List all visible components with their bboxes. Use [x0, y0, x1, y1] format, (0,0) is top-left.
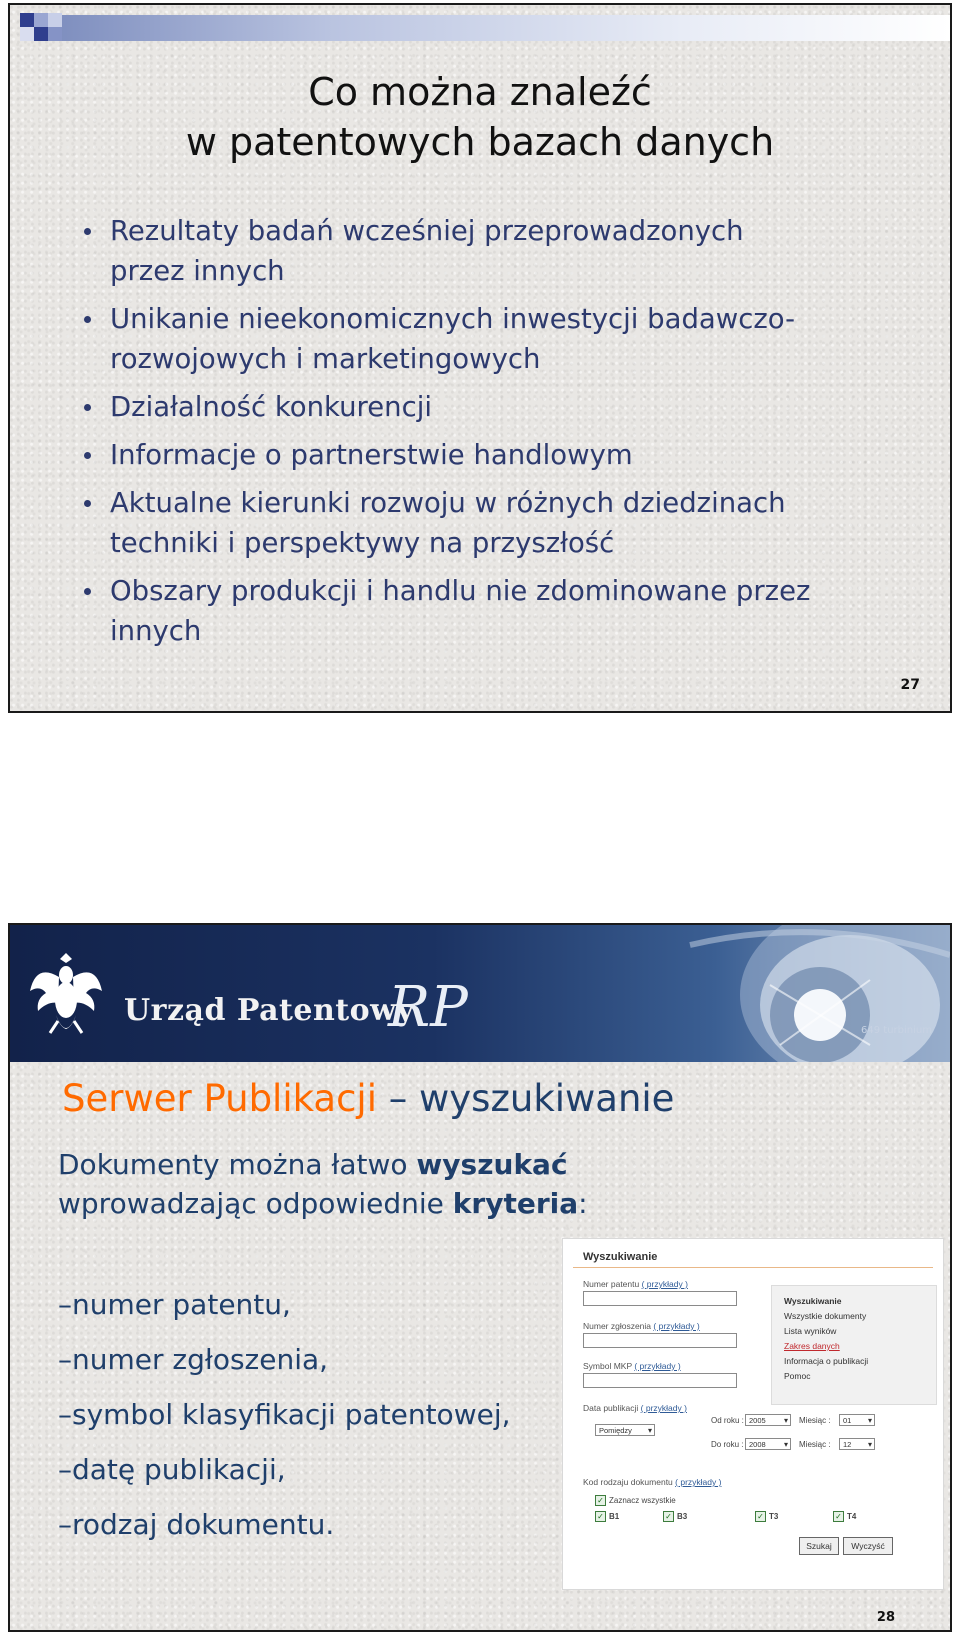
to-month-label: Miesiąc :	[799, 1440, 831, 1449]
bullet-item: Rezultaty badań wcześniej przeprowadzonych przez innych	[72, 211, 932, 291]
bullet-item: Działalność konkurencji	[72, 387, 932, 427]
title-line-2: w patentowych bazach danych	[185, 120, 775, 164]
to-year-select[interactable]: 2008 ▾	[745, 1438, 791, 1450]
criteria-item: –numer patentu,	[58, 1288, 291, 1321]
bullet-dot-icon	[84, 228, 91, 235]
menu-title: Wyszukiwanie	[784, 1296, 842, 1306]
from-month-select[interactable]: 01 ▾	[839, 1414, 875, 1426]
t4-label: T4	[847, 1512, 857, 1521]
t3-checkbox[interactable]: ✓	[755, 1511, 766, 1522]
criteria-item: –rodzaj dokumentu.	[58, 1508, 335, 1541]
bullet-list	[72, 211, 932, 659]
b1-checkbox[interactable]: ✓	[595, 1511, 606, 1522]
header-gradient	[60, 15, 950, 41]
decor-square	[34, 27, 48, 41]
bullet-dot-icon	[84, 452, 91, 459]
from-year-label: Od roku :	[711, 1416, 744, 1425]
bullet-dot-icon	[84, 588, 91, 595]
decor-square	[48, 27, 62, 41]
slide-title	[10, 67, 950, 167]
to-month-select[interactable]: 12 ▾	[839, 1438, 875, 1450]
bullet-item: Informacje o partnerstwie handlowym	[72, 435, 932, 475]
select-all-checkbox[interactable]: ✓	[595, 1495, 606, 1506]
examples-link[interactable]: ( przykłady )	[640, 1403, 687, 1413]
criteria-item: –numer zgłoszenia,	[58, 1343, 329, 1376]
search-button[interactable]: Szukaj	[799, 1537, 839, 1555]
b3-checkbox[interactable]: ✓	[663, 1511, 674, 1522]
examples-link[interactable]: ( przykłady )	[634, 1361, 681, 1371]
slide-header-bar	[10, 5, 950, 49]
turbine-image	[570, 925, 950, 1062]
criteria-item: –datę publikacji,	[58, 1453, 286, 1486]
patent-number-input[interactable]	[583, 1291, 737, 1306]
examples-link[interactable]: ( przykłady )	[653, 1321, 700, 1331]
title-line-1: Co można znaleźć	[308, 70, 652, 114]
bullet-item: Unikanie nieekonomicznych inwestycji badawczo- rozwojowych i marketingowych	[72, 299, 932, 379]
page-number: 28	[876, 1610, 895, 1625]
menu-item[interactable]: Wszystkie dokumenty	[784, 1311, 867, 1321]
slide-title	[62, 1075, 674, 1123]
from-month-label: Miesiąc :	[799, 1416, 831, 1425]
patent-number-label: Numer patentu ( przykłady )	[583, 1279, 688, 1289]
decor-square	[48, 13, 62, 27]
mkp-symbol-label: Symbol MKP ( przykłady )	[583, 1361, 681, 1371]
criteria-item: –symbol klasyfikacji patentowej,	[58, 1398, 511, 1431]
date-label: Data publikacji ( przykłady )	[583, 1403, 687, 1413]
b1-label: B1	[609, 1512, 620, 1521]
search-form-screenshot	[562, 1238, 944, 1590]
eagle-emblem-icon	[26, 945, 106, 1045]
menu-item[interactable]: Informacja o publikacji	[784, 1356, 869, 1366]
bullet-item: Obszary produkcji i handlu nie zdominowane przez innych	[72, 571, 932, 651]
date-range-select[interactable]: Pomiędzy ▾	[595, 1424, 655, 1436]
decor-square	[20, 27, 34, 41]
form-heading: Wyszukiwanie	[583, 1251, 658, 1263]
decor-square	[34, 13, 48, 27]
menu-item[interactable]: Pomoc	[784, 1371, 811, 1381]
application-number-label: Numer zgłoszenia ( przykłady )	[583, 1321, 700, 1331]
bullet-dot-icon	[84, 500, 91, 507]
to-year-label: Do roku :	[711, 1440, 744, 1449]
title-highlight: Serwer Publikacji	[62, 1077, 377, 1120]
t4-checkbox[interactable]: ✓	[833, 1511, 844, 1522]
bullet-dot-icon	[84, 404, 91, 411]
examples-link[interactable]: ( przykłady )	[675, 1477, 722, 1487]
banner-caption: 649 turbinium	[861, 1025, 932, 1036]
criteria-list	[58, 1277, 511, 1552]
clear-button[interactable]: Wyczyść	[843, 1537, 893, 1555]
banner	[10, 925, 950, 1062]
banner-rp-logo: RP	[388, 975, 468, 1040]
mkp-symbol-input[interactable]	[583, 1373, 737, 1388]
page-number: 27	[900, 677, 920, 693]
divider	[573, 1267, 933, 1268]
application-number-input[interactable]	[583, 1333, 737, 1348]
banner-title: Urząd Patentowy	[124, 993, 415, 1028]
bullet-item: Aktualne kierunki rozwoju w różnych dziedzinach techniki i perspektywy na przyszłość	[72, 483, 932, 563]
title-rest: – wyszukiwanie	[376, 1077, 675, 1120]
slide-28	[8, 923, 952, 1632]
side-menu	[771, 1285, 937, 1405]
examples-link[interactable]: ( przykłady )	[641, 1279, 688, 1289]
menu-item-active[interactable]: Zakres danych	[784, 1341, 840, 1351]
bullet-dot-icon	[84, 316, 91, 323]
menu-item[interactable]: Lista wyników	[784, 1326, 837, 1336]
decor-square	[20, 13, 34, 27]
b3-label: B3	[677, 1512, 688, 1521]
t3-label: T3	[769, 1512, 779, 1521]
doc-type-label: Kod rodzaju dokumentu ( przykłady )	[583, 1477, 722, 1487]
from-year-select[interactable]: 2005 ▾	[745, 1414, 791, 1426]
select-all-label: Zaznacz wszystkie	[609, 1496, 676, 1505]
intro-text: Dokumenty można łatwo wyszukać wprowadzając odpowiednie kryteria:	[58, 1148, 588, 1220]
slide-27	[8, 3, 952, 713]
